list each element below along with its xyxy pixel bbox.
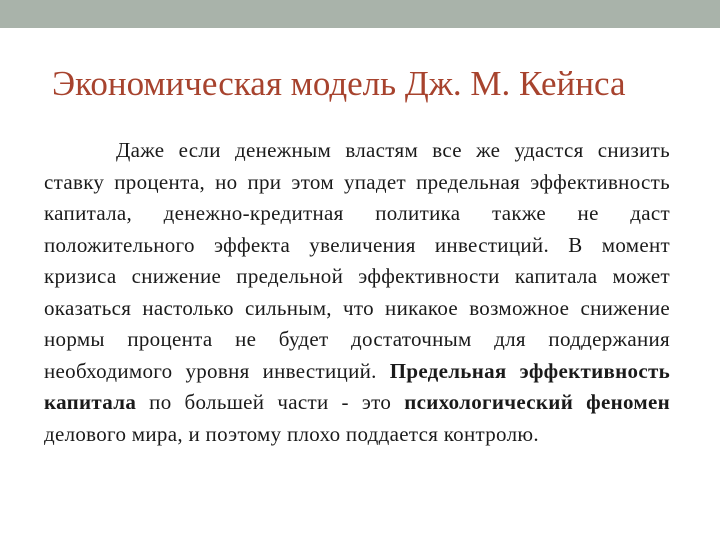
slide-body-text: [44, 135, 670, 450]
slide-title: Экономическая модель Дж. М. Кейнса: [52, 64, 626, 103]
body-text-part-3: делового мира, и поэтому плохо поддается контролю.: [44, 421, 539, 446]
body-bold-phrase-1: Предельная эффективность капитала: [44, 358, 670, 414]
body-text-part-1: Даже если денежным властям все же удастся снизить ставку процента, но при этом упадет предельная эффективность капитала, денежно-кредитная политика также не даст положительного эффекта увеличения инвестиций. В момент кризиса снижение предельной эффективности капитала может оказаться настолько сильным, что никакое возможное снижение нормы процента не будет достаточным для поддержания необходимого уровня инвестиций.: [44, 138, 670, 383]
top-decor-bar: [0, 0, 720, 28]
body-text-part-2: по большей части - это: [136, 390, 405, 414]
body-bold-phrase-2: психологический феномен: [404, 390, 670, 414]
